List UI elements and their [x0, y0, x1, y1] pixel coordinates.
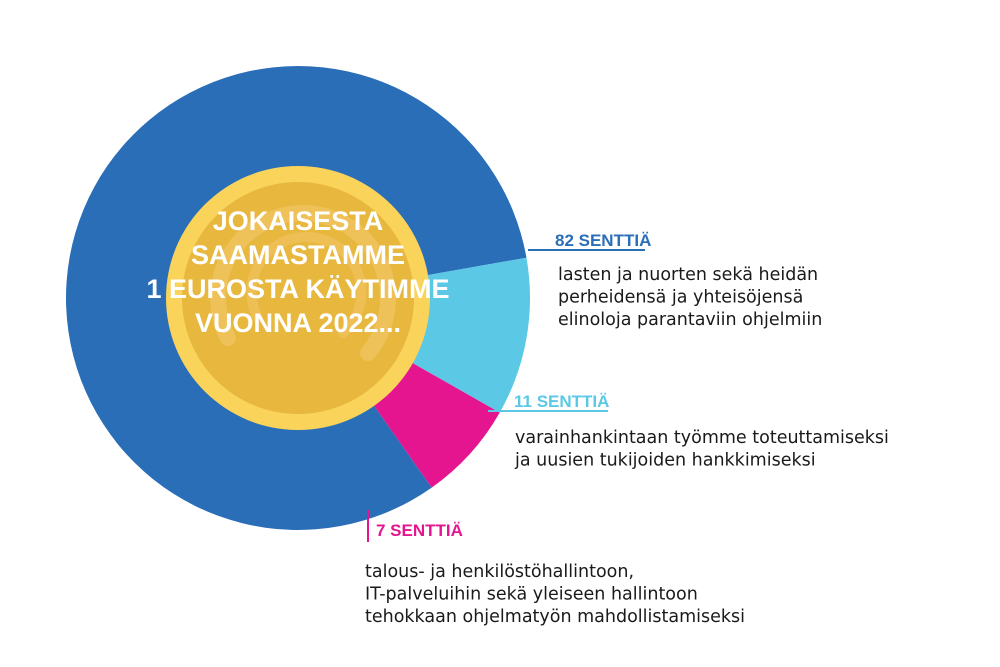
center-title-line-1: JOKAISESTA [212, 206, 384, 236]
slice-label-description-line: talous- ja henkilöstöhallintoon, [365, 562, 635, 582]
center-title-line-2: SAAMASTAMME [191, 240, 405, 270]
slice-label-heading: 11 SENTTIÄ [514, 392, 610, 411]
slice-label-description-line: elinoloja parantaviin ohjelmiin [558, 310, 823, 330]
slice-label-11 [488, 392, 889, 471]
slice-label-heading: 7 SENTTIÄ [376, 521, 463, 540]
slice-label-description-line: ja uusien tukijoiden hankkimiseksi [515, 450, 816, 471]
center-title-line-4: VUONNA 2022... [194, 308, 402, 338]
slice-label-description-line: perheidensä ja yhteisöjensä [558, 287, 804, 308]
slice-label-7 [365, 510, 745, 627]
slice-label-description-line: tehokkaan ohjelmatyön mahdollistamiseksi [365, 607, 746, 627]
slice-label-description-line: IT-palveluihin sekä yleiseen hallintoon [365, 584, 698, 605]
slice-label-description-line: lasten ja nuorten sekä heidän [558, 265, 819, 285]
center-title-line-3: 1 EUROSTA KÄYTIMME [146, 274, 450, 304]
slice-label-82 [528, 231, 822, 330]
slice-label-heading: 82 SENTTIÄ [555, 231, 652, 250]
slice-label-description-line: varainhankintaan työmme toteuttamiseksi [515, 428, 889, 448]
